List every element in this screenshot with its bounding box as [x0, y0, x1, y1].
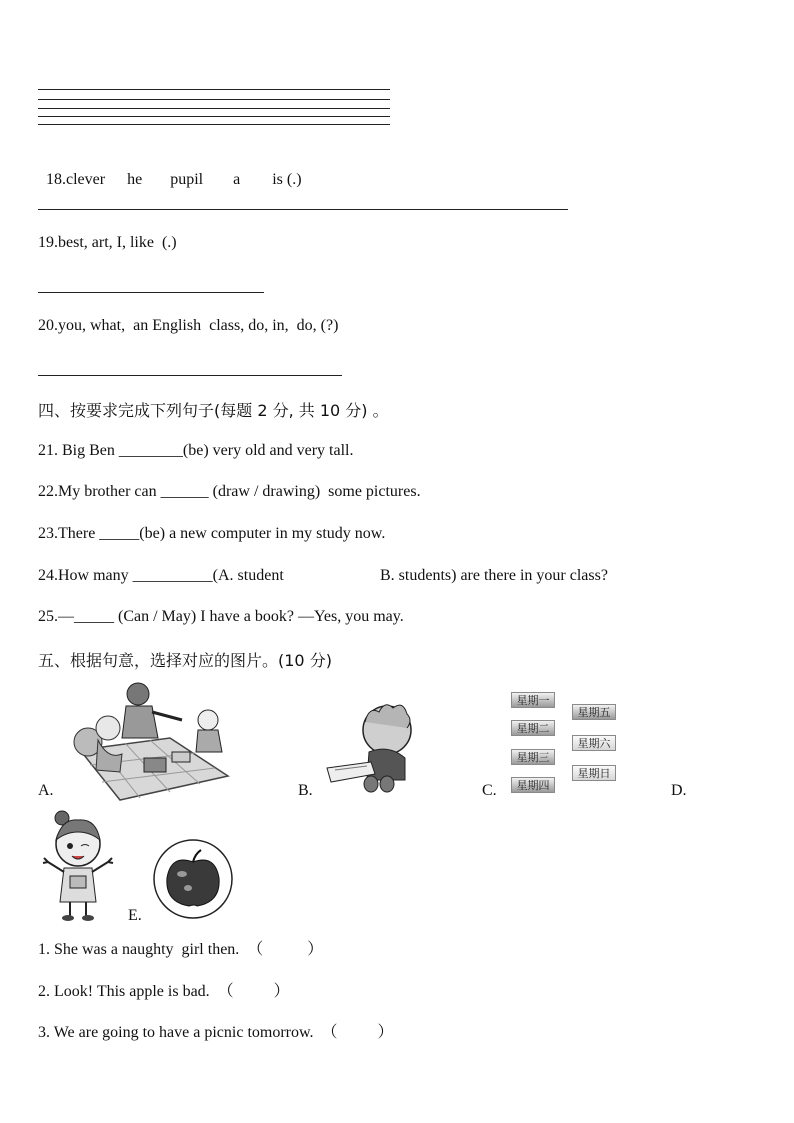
- answer-line: [38, 292, 264, 293]
- weekday-label: 星期四: [511, 777, 555, 793]
- answer-line: [38, 209, 568, 210]
- question-23: 23.There _____(be) a new computer in my study now.: [38, 525, 386, 542]
- weekday-label: 星期日: [572, 765, 616, 781]
- answer-line: [38, 99, 390, 100]
- q18-word: he: [127, 171, 143, 188]
- answer-line: [38, 108, 390, 109]
- weekday-label: 星期二: [511, 720, 555, 736]
- option-e-label: E.: [128, 907, 142, 924]
- question-22: 22.My brother can ______ (draw / drawing) some pictures.: [38, 483, 421, 500]
- question-18: [38, 150, 302, 190]
- weekday-label: 星期三: [511, 749, 555, 765]
- answer-line: [38, 375, 342, 376]
- answer-line: [38, 124, 390, 125]
- bad-apple-picture: [152, 838, 234, 920]
- weekday-label: 星期六: [572, 735, 616, 751]
- q18-word: pupil: [170, 171, 204, 188]
- sentence-1: 1. She was a naughty girl then. （ ）: [38, 941, 324, 958]
- question-19: 19.best, art, I, like (.): [38, 234, 177, 251]
- section-5-heading: 五、根据句意，选择对应的图片。(10 分): [38, 651, 332, 670]
- naughty-girl-picture: [38, 810, 118, 922]
- weekday-label: 星期五: [572, 704, 616, 720]
- question-20: 20.you, what, an English class, do, in, do, (?): [38, 317, 339, 334]
- q18-number: 18.: [46, 171, 66, 188]
- question-21: 21. Big Ben ________(be) very old and very tall.: [38, 442, 354, 459]
- option-a-label: A.: [38, 782, 54, 799]
- q18-word: a: [233, 171, 241, 188]
- option-b-label: B.: [298, 782, 313, 799]
- answer-line: [38, 116, 390, 117]
- q18-word: clever: [66, 171, 106, 188]
- q18-word: is (.): [272, 171, 302, 188]
- boy-reading-picture: [325, 700, 430, 795]
- weekday-label: 星期一: [511, 692, 555, 708]
- section-4-heading: 四、按要求完成下列句子(每题 2 分, 共 10 分) 。: [38, 401, 389, 420]
- answer-line: [38, 89, 390, 90]
- question-24: 24.How many __________(A. student: [38, 567, 284, 584]
- picnic-picture: [60, 680, 230, 802]
- sentence-3: 3. We are going to have a picnic tomorrow. （ ）: [38, 1024, 394, 1041]
- option-d-label: D.: [671, 782, 687, 799]
- option-c-label: C.: [482, 782, 497, 799]
- question-24-options: B. students) are there in your class?: [380, 567, 608, 584]
- sentence-2: 2. Look! This apple is bad. （ ）: [38, 983, 290, 1000]
- question-25: 25.—_____ (Can / May) I have a book? —Yes, you may.: [38, 608, 404, 625]
